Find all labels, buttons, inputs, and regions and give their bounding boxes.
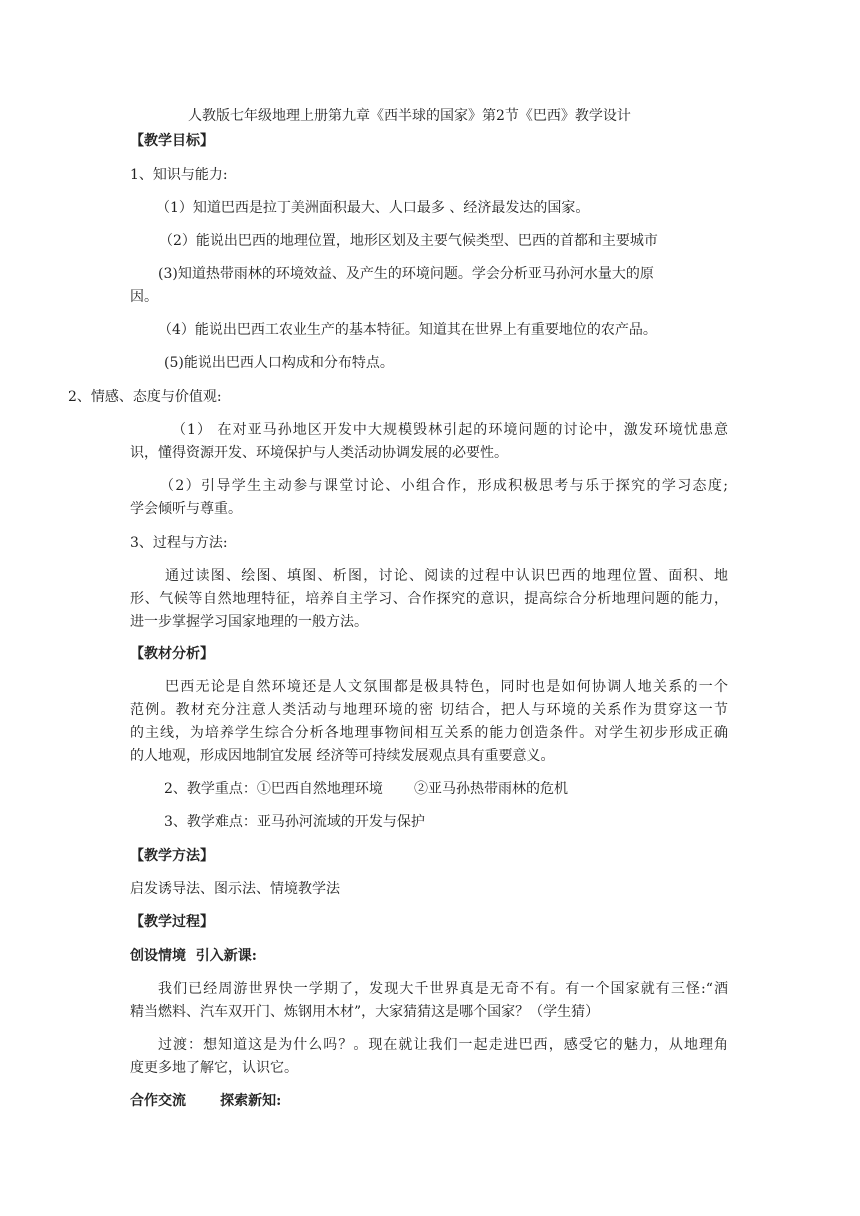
section-knowledge-ability: 1、知识与能力: <box>130 167 228 183</box>
heading-teaching-method: 【教学方法】 <box>130 848 214 864</box>
paragraph: 范例。教材充分注意人类活动与地理环境的密 切结合，把人与环境的关系作为贯穿这一节 <box>130 702 728 718</box>
paragraph: （4）能说出巴西工农业生产的基本特征。知道其在世界上有重要地位的农产品。 <box>158 322 657 338</box>
paragraph: 因。 <box>130 289 158 305</box>
paragraph: 精当燃料、汽车双开门、炼钢用木材”，大家猜猜这是哪个国家？（学生猜） <box>130 1004 600 1020</box>
paragraph: 我们已经周游世界快一学期了，发现大千世界真是无奇不有。有一个国家就有三怪:“酒 <box>158 981 728 997</box>
paragraph: 进一步掌握学习国家地理的一般方法。 <box>130 614 368 630</box>
heading-teaching-goals: 【教学目标】 <box>130 133 214 149</box>
doc-title: 人教版七年级地理上册第九章《西半球的国家》第2节《巴西》教学设计 <box>188 108 631 124</box>
subheading-intro: 创设情境 引入新课: <box>130 948 257 964</box>
paragraph: 巴西无论是自然环境还是人文氛围都是极具特色，同时也是如何协调人地关系的一个 <box>165 679 728 695</box>
paragraph: 通过读图、绘图、填图、析图，讨论、阅读的过程中认识巴西的地理位置、面积、地 <box>165 568 728 584</box>
paragraph: （2）引导学生主动参与课堂讨论、小组合作，形成积极思考与乐于探究的学习态度; <box>160 478 728 494</box>
subheading-explore: 合作交流 探索新知: <box>130 1093 282 1109</box>
paragraph: (5)能说出巴西人口构成和分布特点。 <box>164 355 394 371</box>
paragraph: （2）能说出巴西的地理位置，地形区划及主要气候类型、巴西的首都和主要城市 <box>159 233 658 249</box>
teaching-method-text: 启发诱导法、图示法、情境教学法 <box>130 881 340 897</box>
heading-material-analysis: 【教材分析】 <box>130 646 214 662</box>
heading-teaching-process: 【教学过程】 <box>130 914 214 930</box>
section-emotion-values: 2、情感、态度与价值观: <box>68 389 222 405</box>
paragraph: 过渡：想知道这是为什么吗？。现在就让我们一起走进巴西，感受它的魅力，从地理角 <box>158 1037 728 1053</box>
paragraph: 学会倾听与尊重。 <box>130 501 242 517</box>
section-process-method: 3、过程与方法: <box>130 535 228 551</box>
paragraph: (3)知道热带雨林的环境效益、及产生的环境问题。学会分析亚马孙河水量大的原 <box>158 266 654 282</box>
paragraph: 的主线，为培养学生综合分析各地理事物间相互关系的能力创造条件。对学生初步形成正确 <box>130 725 728 741</box>
paragraph: 形、气候等自然地理特征，培养自主学习、合作探究的意识，提高综合分析地理问题的能力， <box>130 591 728 607</box>
teaching-difficulties: 3、教学难点：亚马孙河流域的开发与保护 <box>164 814 425 830</box>
paragraph: 的人地观，形成因地制宜发展 经济等可持续发展观点具有重要意义。 <box>130 748 555 764</box>
paragraph: （1）知道巴西是拉丁美洲面积最大、人口最多 、经济最发达的国家。 <box>156 200 590 216</box>
paragraph: 度更多地了解它，认识它。 <box>130 1060 298 1076</box>
paragraph: 识，懂得资源开发、环境保护与人类活动协调发展的必要性。 <box>130 445 508 461</box>
paragraph: （1） 在对亚马孙地区开发中大规模毁林引起的环境问题的讨论中，激发环境忧患意 <box>172 422 728 438</box>
teaching-key-points: 2、教学重点：①巴西自然地理环境 ②亚马孙热带雨林的危机 <box>164 781 569 797</box>
